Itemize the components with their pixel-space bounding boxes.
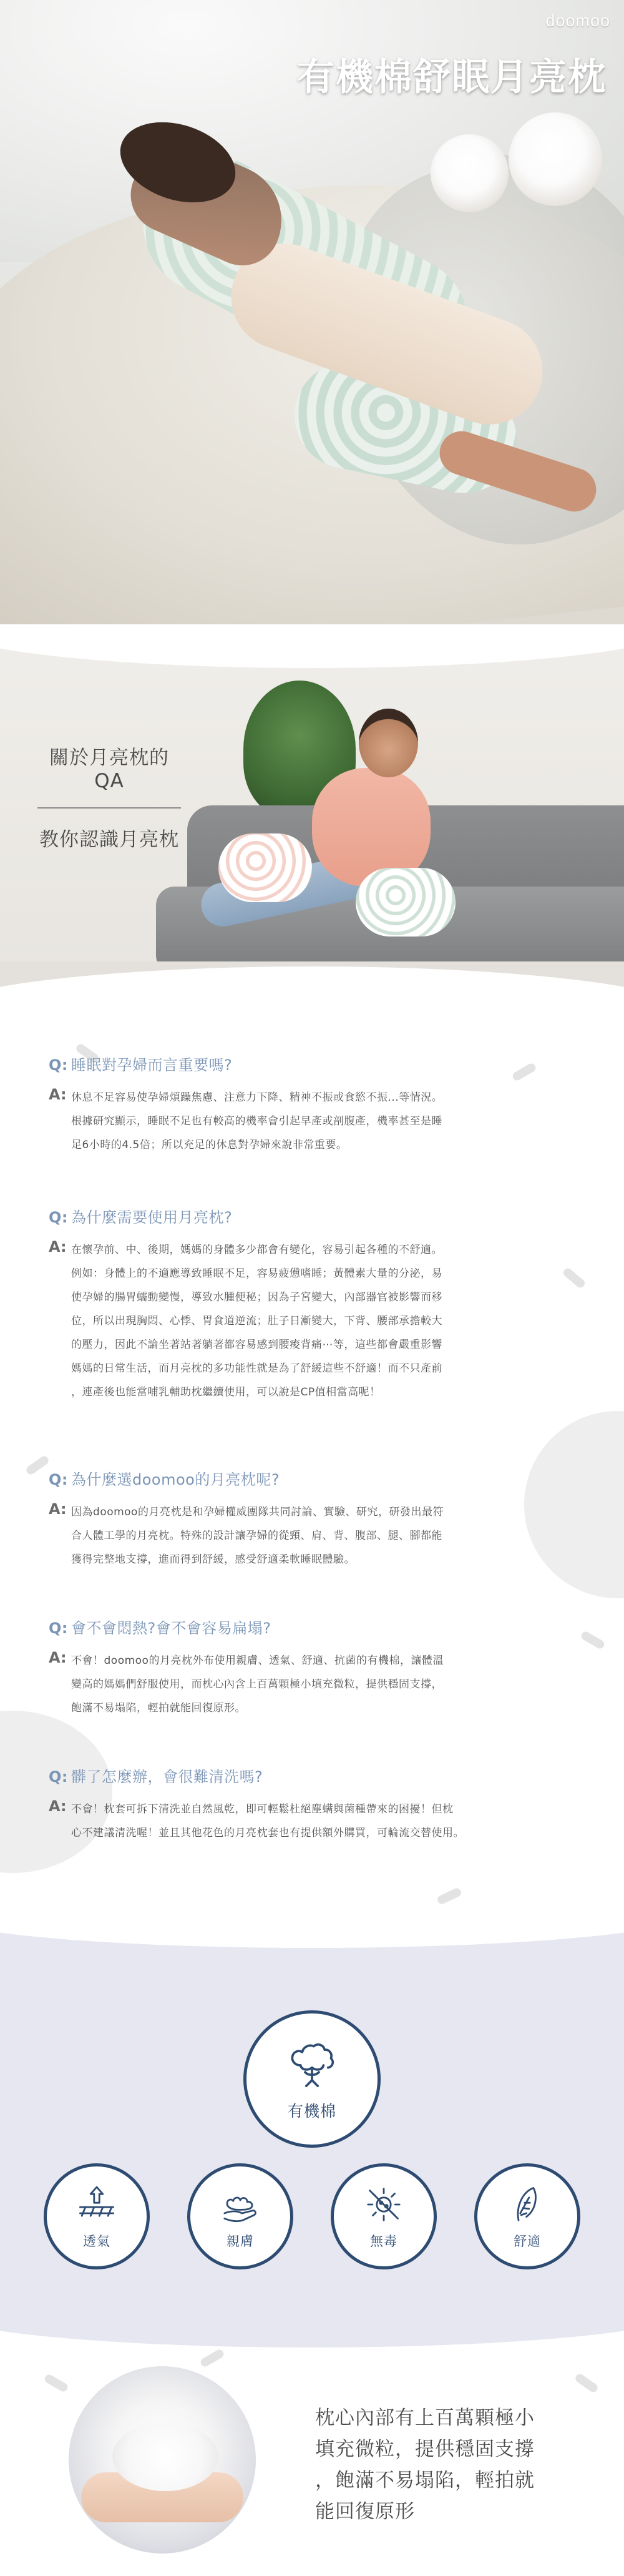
question-text: 為什麼需要使用月亮枕? — [71, 1209, 233, 1226]
answer-line: 位，所以出現胸悶、心悸、胃食道逆流；肚子日漸變大，下背、腰部承擔較大 — [71, 1315, 442, 1327]
decorative-dash — [199, 2348, 225, 2368]
faq-answer — [49, 1238, 598, 1404]
answer-line: 例如：身體上的不適應導致睡眠不足，容易疲憊嗜睡；黃體素大量的分泌，易 — [71, 1267, 442, 1280]
curve-divider — [0, 2310, 624, 2347]
answer-text — [71, 1649, 444, 1720]
comfort-feather-icon — [505, 2183, 549, 2226]
feature-non-toxic — [331, 2163, 437, 2269]
cotton-boll-image — [509, 112, 602, 206]
feature-label: 親膚 — [227, 2234, 254, 2249]
breathable-icon — [75, 2183, 119, 2226]
faq-answer — [49, 1086, 598, 1157]
answer-line: 的壓力，因此不論坐著站著躺著都容易感到腰痠背痛⋯等，這些都會嚴重影響 — [71, 1339, 442, 1351]
faq-item — [49, 1764, 598, 1845]
answer-line: 足6小時的4.5倍；所以充足的休息對孕婦來說非常重要。 — [71, 1139, 348, 1151]
filling-section — [0, 2310, 624, 2576]
feature-skin-friendly — [187, 2163, 293, 2269]
faq-item — [49, 1205, 598, 1404]
feature-organic-cotton — [243, 2010, 381, 2148]
faq-item — [49, 1616, 598, 1720]
feature-label: 透氣 — [83, 2234, 110, 2249]
faq-answer — [49, 1649, 598, 1720]
decorative-dash — [25, 1455, 51, 1476]
decorative-dash — [436, 1887, 462, 1905]
curve-divider — [0, 1910, 624, 1948]
feature-comfort — [474, 2163, 580, 2269]
model-head-image — [359, 709, 418, 777]
cotton-icon — [283, 2037, 341, 2094]
skin-friendly-icon — [218, 2183, 262, 2226]
faq-section — [0, 1011, 624, 1935]
answer-line: 因為doomoo的月亮枕是和孕婦權威團隊共同討論、實驗、研究，研發出最符 — [71, 1506, 444, 1518]
question-text: 睡眠對孕婦而言重要嗎? — [71, 1056, 233, 1074]
answer-line: 飽滿不易塌陷，輕拍就能回復原形。 — [71, 1702, 246, 1714]
feature-breathable — [44, 2163, 150, 2269]
feature-label: 無毒 — [370, 2234, 397, 2249]
answer-label: A: — [49, 1500, 67, 1518]
answer-line: 合人體工學的月亮枕。特殊的設計讓孕婦的從頸、肩、背、腹部、腿、腳都能 — [71, 1530, 442, 1542]
curve-divider — [0, 624, 624, 668]
beads-image — [112, 2422, 218, 2491]
answer-line: 不會！doomoo的月亮枕外布使用親膚、透氣、舒適、抗菌的有機棉，讓體溫 — [71, 1654, 444, 1667]
hero-banner — [0, 0, 624, 637]
cotton-boll-image — [431, 134, 509, 212]
answer-line: 在懷孕前、中、後期，媽媽的身體多少都會有變化，容易引起各種的不舒適。 — [71, 1244, 442, 1256]
description-line: ，飽滿不易塌陷，輕拍就 — [315, 2469, 535, 2492]
answer-line: 變高的媽媽們舒服使用，而枕心內含上百萬顆極小填充微粒，提供穩固支撐， — [71, 1678, 442, 1691]
question-label: Q: — [49, 1209, 68, 1226]
decorative-dash — [574, 2372, 600, 2394]
answer-line: 使孕婦的腸胃蠕動變慢，導致水腫便秘；因為子宮變大，內部器官被影響而移 — [71, 1291, 442, 1304]
question-label: Q: — [49, 1056, 68, 1074]
moon-pillow-image — [218, 833, 312, 902]
answer-label: A: — [49, 1649, 67, 1666]
question-text: 會不會悶熱?會不會容易扁塌? — [71, 1620, 271, 1637]
answer-line: 不會！枕套可拆下清洗並自然風乾，即可輕鬆杜絕塵螨與菌種帶來的困擾！但枕 — [71, 1803, 454, 1816]
answer-line: ，連產後也能當哺乳輔助枕繼續使用，可以說是CP值相當高呢！ — [71, 1386, 381, 1399]
faq-question — [49, 1467, 598, 1489]
faq-question — [49, 1764, 598, 1786]
answer-line: 休息不足容易使孕婦煩躁焦慮、注意力下降、精神不振或食慾不振...等情況。 — [71, 1091, 443, 1104]
answer-line: 心不建議清洗喔！並且其他花色的月亮枕套也有提供額外購買，可輪流交替使用。 — [71, 1827, 464, 1839]
answer-line: 根據研究顯示，睡眠不足也有較高的機率會引起早產或剖腹產，機率甚至是睡 — [71, 1115, 442, 1128]
feature-label: 舒適 — [514, 2234, 541, 2249]
answer-text — [71, 1797, 464, 1845]
question-text: 髒了怎麼辦，會很難清洗嗎? — [71, 1768, 263, 1786]
faq-question — [49, 1053, 598, 1074]
answer-text — [71, 1086, 442, 1157]
answer-text — [71, 1238, 442, 1404]
faq-question — [49, 1616, 598, 1638]
description-line: 枕心內部有上百萬顆極小 — [315, 2407, 535, 2429]
answer-text — [71, 1500, 444, 1571]
faq-question — [49, 1205, 598, 1227]
qa-heading-line: 教你認識月亮枕 — [39, 828, 179, 851]
description-line: 能回復原形 — [315, 2500, 415, 2523]
description-line: 填充微粒，提供穩固支撐 — [315, 2438, 535, 2460]
brand-logo: doomoo — [545, 11, 610, 30]
question-label: Q: — [49, 1768, 68, 1786]
question-label: Q: — [49, 1471, 68, 1488]
features-section — [0, 1910, 624, 2310]
faq-answer — [49, 1500, 598, 1571]
answer-line: 獲得完整地支撐，進而得到舒緩，感受舒適柔軟睡眠體驗。 — [71, 1553, 355, 1566]
qa-heading-line: 關於月亮枕的QA — [49, 747, 169, 792]
question-text: 為什麼選doomoo的月亮枕呢? — [71, 1471, 280, 1488]
moon-pillow-image — [356, 868, 456, 937]
question-label: Q: — [49, 1620, 68, 1637]
filling-description — [315, 2402, 583, 2527]
filling-beads-image — [69, 2366, 256, 2554]
qa-heading — [37, 742, 181, 852]
feature-label: 有機棉 — [287, 2102, 336, 2120]
page-title: 有機棉舒眠月亮枕 — [297, 56, 607, 99]
divider — [37, 807, 181, 809]
answer-label: A: — [49, 1238, 67, 1256]
answer-label: A: — [49, 1797, 67, 1815]
non-toxic-icon — [362, 2183, 406, 2226]
faq-item — [49, 1467, 598, 1571]
answer-label: A: — [49, 1086, 67, 1103]
faq-item — [49, 1053, 598, 1157]
answer-line: 媽媽的日常生活，而月亮枕的多功能性就是為了舒緩這些不舒適！而不只產前 — [71, 1362, 442, 1375]
faq-answer — [49, 1797, 598, 1845]
decorative-dash — [43, 2373, 69, 2393]
